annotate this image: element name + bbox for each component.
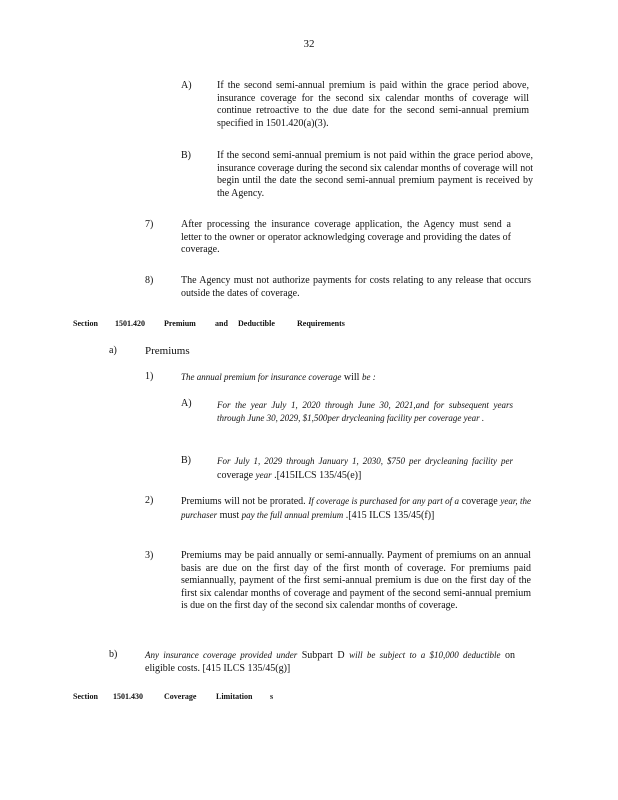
item-8-text: The Agency must not authorize payments for costs relating to any release that occurs outside the dates of coverage. bbox=[181, 275, 531, 299]
subsection-b-plain-2: on eligible costs. [415 ILCS 135/45(g)] bbox=[145, 650, 516, 674]
item-7-label: 7) bbox=[145, 219, 154, 230]
section-word: Section bbox=[73, 319, 98, 328]
item-a2-italic-2: year, the purchaser bbox=[181, 496, 532, 520]
item-a2-text bbox=[181, 495, 531, 522]
item-a1-text bbox=[181, 371, 481, 385]
item-a2-italic-1: If coverage is purchased for any part of a bbox=[308, 496, 460, 506]
page-number: 32 bbox=[303, 38, 315, 50]
subsection-a-label: a) bbox=[109, 345, 117, 356]
item-a-text: If the second semi-annual premium is paid within the grace period above, insurance coverage for the second six calendar months of coverage will continue retroactive to the due date for the second semi-annual premium specified in 1501.420(a)(3). bbox=[217, 80, 529, 129]
section-number: 1501.430 bbox=[113, 692, 143, 701]
item-a1b-plain: coverage bbox=[217, 469, 254, 481]
item-a3-text: Premiums may be paid annually or semi-annually. Payment of premiums on an annual basis are due on the first day of the first month of coverage. For premiums paid semiannually, payment of the first semi-annual premium is due on the first day of the first six calendar months of coverage and payment of the second semi-annual premium is due on the first day of the second six calendar months of coverage. bbox=[181, 550, 531, 611]
item-a-label: A) bbox=[181, 80, 192, 91]
section-title-word-1: Premium bbox=[164, 319, 196, 328]
item-a1a-text: For the year July 1, 2020 through June 30, 2021,and for subsequent years through June 30, 2029, $1,500per drycleaning facility per coverage year . bbox=[217, 400, 513, 423]
section-title-word-1: Coverage bbox=[164, 692, 197, 701]
section-word: Section bbox=[73, 692, 98, 701]
subsection-b-plain-1: Subpart D bbox=[301, 650, 345, 661]
item-a1a-label: A) bbox=[181, 398, 192, 409]
item-a2-plain-3: must bbox=[219, 509, 240, 521]
section-title-word-4: Requirements bbox=[297, 319, 345, 328]
item-a2-italic-3: pay the full annual premium bbox=[241, 509, 344, 520]
item-a1b-text bbox=[217, 455, 513, 482]
subsection-a-title: Premiums bbox=[145, 345, 190, 357]
item-a1b-label: B) bbox=[181, 455, 191, 466]
item-b-label: B) bbox=[181, 150, 191, 161]
item-b-text: If the second semi-annual premium is not paid within the grace period above, insurance coverage during the second six calendar months of coverage will not begin until the date the second semi-annual premium payment is received by the Agency. bbox=[217, 150, 533, 199]
subsection-b-text bbox=[145, 649, 515, 675]
section-1501-420-heading bbox=[73, 319, 373, 331]
item-a1b-citation: .[415ILCS 135/45(e)] bbox=[274, 469, 362, 481]
item-a3-label: 3) bbox=[145, 550, 154, 561]
subsection-b-italic-2: will be subject to a $10,000 deductible bbox=[349, 650, 501, 660]
item-7-text: After processing the insurance coverage application, the Agency must send a letter to the owner or operator acknowledging coverage and providing the dates of coverage. bbox=[181, 219, 511, 255]
section-1501-430-heading bbox=[73, 692, 333, 704]
section-title-word-3: s bbox=[270, 692, 274, 701]
section-title-word-2: and bbox=[215, 319, 228, 328]
item-a1b-italic: For July 1, 2029 through January 1, 2030, $750 per drycleaning facility per bbox=[217, 456, 513, 466]
section-number: 1501.420 bbox=[115, 319, 145, 328]
section-title-word-3: Deductible bbox=[238, 319, 275, 328]
item-a2-citation: .[415 ILCS 135/45(f)] bbox=[345, 509, 435, 521]
subsection-b-label: b) bbox=[109, 649, 118, 660]
subsection-b-italic-1: Any insurance coverage provided under bbox=[145, 650, 298, 660]
item-a2-plain-1: Premiums will not be prorated. bbox=[181, 496, 306, 507]
item-a1-italic: The annual premium for insurance coverage bbox=[181, 372, 342, 382]
item-a2-label: 2) bbox=[145, 495, 154, 506]
item-a2-plain-2: coverage bbox=[461, 496, 498, 507]
item-8-label: 8) bbox=[145, 275, 154, 286]
item-a1-label: 1) bbox=[145, 371, 154, 382]
item-a1b-italic-2: year bbox=[255, 469, 272, 480]
item-a1-plain: will bbox=[343, 372, 360, 383]
item-a1-italic-2: be : bbox=[361, 372, 376, 382]
section-title-word-2: Limitation bbox=[216, 692, 253, 701]
